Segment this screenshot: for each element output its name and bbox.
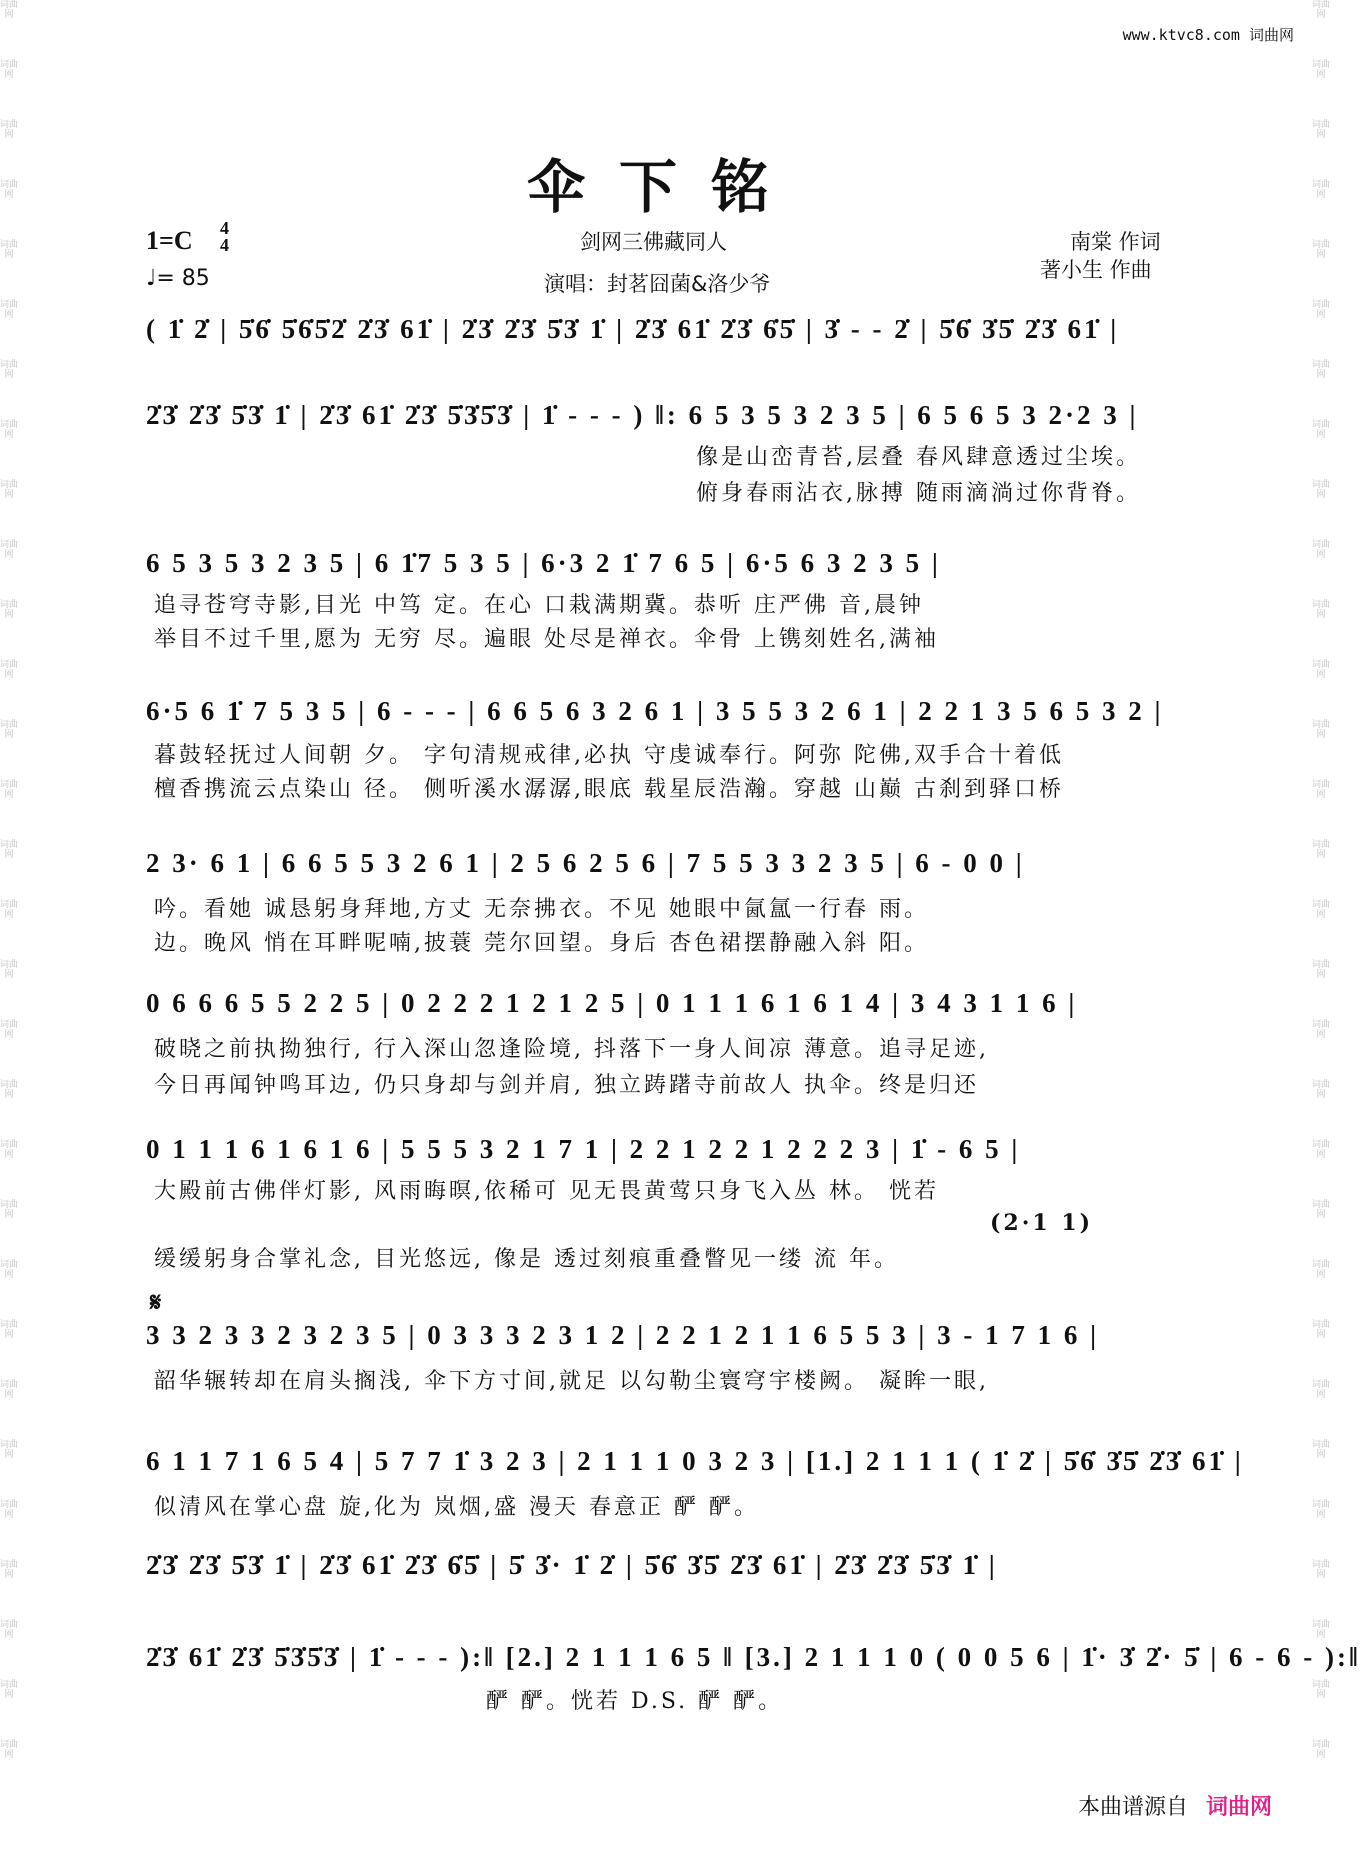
watermark-glyph: 词曲网: [0, 300, 19, 320]
watermark-glyph: 词曲网: [1312, 360, 1331, 380]
lyric-line-5-verse-2: 边。晚风 悄在耳畔呢喃,披蓑 莞尔回望。身后 杏色裙摆静融入斜 阳。: [154, 931, 929, 956]
watermark-glyph: 词曲网: [1312, 1620, 1331, 1640]
subtitle: 剑网三佛藏同人: [580, 230, 727, 254]
lyric-line-4-verse-2: 檀香携流云点染山 径。 侧听溪水潺潺,眼底 载星辰浩瀚。穿越 山巅 古刹到驿口桥: [154, 777, 1064, 802]
right-watermark-strip: [1312, 0, 1330, 1861]
lyric-line-4-verse-1: 暮鼓轻抚过人间朝 夕。 字句清规戒律,必执 守虔诚奉行。阿弥 陀佛,双手合十着低: [154, 743, 1064, 768]
watermark-glyph: 词曲网: [0, 1140, 19, 1160]
footer-source-text: 本曲谱源自: [1077, 1795, 1188, 1820]
watermark-glyph: 词曲网: [0, 60, 19, 80]
score-line-11: 2̇3̇ 61̇ 2̇3̇ 5̇3̇5̇3̇ | 1̇ - - - ):‖ [2.] 2 1 1 1 6 5 ‖ [3.] 2 1 1 1 0 ( 0 0 5 6 | 1̇· 3̇ 2̇· 5̇ | 6 - 6 - ):‖: [146, 1642, 1361, 1672]
watermark-glyph: 词曲网: [0, 360, 19, 380]
watermark-glyph: 词曲网: [1312, 1140, 1331, 1160]
watermark-glyph: 词曲网: [0, 900, 19, 920]
watermark-glyph: 词曲网: [1312, 240, 1331, 260]
score-line-1: ( 1̇ 2̇ | 5̇6̇ 5̇6̇5̇2̇ 2̇3̇ 61̇ | 2̇3̇ 2̇3̇ 5̇3̇ 1̇ | 2̇3̇ 61̇ 2̇3̇ 6̇5̇ | 3̇ - - 2̇ | 5̇6̇ 3̇5̇ 2̇3̇ 61̇ |: [146, 314, 1120, 344]
score-line-10: 2̇3̇ 2̇3̇ 5̇3̇ 1̇ | 2̇3̇ 61̇ 2̇3̇ 6̇5̇ | 5̇ 3̇· 1̇ 2̇ | 5̇6̇ 3̇5̇ 2̇3̇ 61̇ | 2̇3̇ 2̇3̇ 5̇3̇ 1̇ |: [146, 1550, 998, 1580]
watermark-glyph: 词曲网: [0, 540, 19, 560]
lyric-line-2-verse-1: 像是山峦青苔,层叠 春风肆意透过尘埃。: [696, 445, 1141, 470]
watermark-glyph: 词曲网: [1312, 540, 1331, 560]
watermark-glyph: 词曲网: [0, 1740, 19, 1760]
watermark-glyph: 词曲网: [0, 1560, 19, 1580]
lyric-line-6-verse-1: 破晓之前执拗独行, 行入深山忽逢险境, 抖落下一身人间凉 薄意。追寻足迹,: [154, 1037, 989, 1062]
lyric-line-9-verse-1: 似清风在掌心盘 旋,化为 岚烟,盛 漫天 春意正 酽 酽。: [154, 1495, 759, 1520]
lyric-line-2-verse-2: 俯身春雨沾衣,脉搏 随雨滴淌过你背脊。: [696, 481, 1141, 506]
watermark-glyph: 词曲网: [1312, 420, 1331, 440]
watermark-glyph: 词曲网: [1312, 120, 1331, 140]
footer-brand-link[interactable]: 词曲网: [1205, 1795, 1272, 1820]
song-title: 伞下铭: [526, 153, 803, 221]
watermark-glyph: 词曲网: [1312, 1560, 1331, 1580]
score-line-7: 0 1 1 1 6 1 6 1 6 | 5 5 5 3 2 1 7 1 | 2 2 1 2 2 1 2 2 2 3 | 1̇ - 6 5 |: [146, 1134, 1021, 1164]
lyric-line-5-verse-1: 吟。看她 诚恳躬身拜地,方丈 无奈拂衣。不见 她眼中氤氲一行春 雨。: [154, 897, 929, 922]
watermark-glyph: 词曲网: [1312, 480, 1331, 500]
score-line-2: 2̇3̇ 2̇3̇ 5̇3̇ 1̇ | 2̇3̇ 61̇ 2̇3̇ 5̇3̇5̇3̇ | 1̇ - - - ) ‖: 6 5 3 5 3 2 3 5 | 6 5 6 5 3 2·2 3 |: [146, 400, 1139, 430]
lyric-line-11-endings: 酽 酽。恍若 D.S. 酽 酽。: [486, 1689, 784, 1714]
time-signature: [220, 220, 229, 254]
lyric-line-6-verse-2: 今日再闻钟鸣耳边, 仍只身却与剑并肩, 独立踌躇寺前故人 执伞。终是归还: [154, 1073, 979, 1098]
watermark-glyph: 词曲网: [0, 1260, 19, 1280]
score-line-4: 6·5 6 1̇ 7 5 3 5 | 6 - - - | 6 6 5 6 3 2 6 1 | 3 5 5 3 2 6 1 | 2 2 1 3 5 6 5 3 2 |: [146, 696, 1164, 726]
score-line-8: 3 3 2 3 3 2 3 2 3 5 | 0 3 3 3 2 3 1 2 | 2 2 1 2 1 1 6 5 5 3 | 3 - 1 7 1 6 |: [146, 1320, 1100, 1350]
lyric-line-3-verse-2: 举目不过千里,愿为 无穷 尽。遍眼 处尽是禅衣。伞骨 上镌刻姓名,满袖: [154, 627, 939, 652]
watermark-glyph: 词曲网: [0, 600, 19, 620]
watermark-glyph: 词曲网: [0, 1200, 19, 1220]
watermark-glyph: 词曲网: [0, 720, 19, 740]
composer-credit: 著小生 作曲: [1040, 258, 1152, 282]
lyric-line-7-verse-1: 大殿前古佛伴灯影, 风雨晦暝,依稀可 见无畏黄莺只身飞入丛 林。 恍若: [154, 1179, 939, 1204]
watermark-glyph: 词曲网: [0, 480, 19, 500]
watermark-glyph: 词曲网: [0, 180, 19, 200]
watermark-glyph: 词曲网: [1312, 180, 1331, 200]
left-watermark-strip: [0, 0, 18, 1861]
watermark-glyph: 词曲网: [0, 1680, 19, 1700]
score-line-3: 6 5 3 5 3 2 3 5 | 6 1̇7 5 3 5 | 6·3 2 1̇ 7 6 5 | 6·5 6 3 2 3 5 |: [146, 548, 941, 578]
watermark-glyph: 词曲网: [1312, 1320, 1331, 1340]
watermark-glyph: 词曲网: [0, 1320, 19, 1340]
watermark-glyph: 词曲网: [1312, 1080, 1331, 1100]
lyricist-credit: 南棠 作词: [1070, 230, 1161, 254]
score-line-9: 6 1 1 7 1 6 5 4 | 5 7 7 1̇ 3 2 3 | 2 1 1 1 0 3 2 3 | [1.] 2 1 1 1 ( 1̇ 2̇ | 5̇6̇ 3̇5̇ 2̇3̇ 61̇ |: [146, 1446, 1244, 1476]
score-line-6: 0 6 6 6 5 5 2 2 5 | 0 2 2 2 1 2 1 2 5 | 0 1 1 1 6 1 6 1 4 | 3 4 3 1 1 6 |: [146, 988, 1078, 1018]
site-watermark: www.ktvc8.com 词曲网: [1122, 26, 1294, 44]
watermark-glyph: 词曲网: [0, 120, 19, 140]
watermark-glyph: 词曲网: [1312, 660, 1331, 680]
key-signature: 1=C: [146, 226, 193, 255]
watermark-glyph: 词曲网: [1312, 60, 1331, 80]
watermark-glyph: 词曲网: [1312, 720, 1331, 740]
watermark-glyph: 词曲网: [0, 1380, 19, 1400]
watermark-glyph: 词曲网: [0, 840, 19, 860]
watermark-glyph: 词曲网: [1312, 900, 1331, 920]
watermark-glyph: 词曲网: [0, 1020, 19, 1040]
segno-sign: 𝄋: [150, 1288, 162, 1318]
watermark-glyph: 词曲网: [1312, 1260, 1331, 1280]
watermark-glyph: 词曲网: [0, 1440, 19, 1460]
watermark-glyph: 词曲网: [1312, 0, 1331, 20]
lyric-line-7-verse-2: 缓缓躬身合掌礼念, 目光悠远, 像是 透过刻痕重叠瞥见一缕 流 年。: [154, 1247, 899, 1272]
watermark-glyph: 词曲网: [1312, 840, 1331, 860]
watermark-glyph: 词曲网: [0, 1080, 19, 1100]
watermark-glyph: 词曲网: [0, 240, 19, 260]
tempo-marking: ♩= 85: [146, 266, 210, 291]
watermark-glyph: 词曲网: [0, 660, 19, 680]
watermark-glyph: 词曲网: [0, 420, 19, 440]
watermark-glyph: 词曲网: [0, 1620, 19, 1640]
score-line-5: 2 3· 6 1 | 6 6 5 5 3 2 6 1 | 2 5 6 2 5 6 | 7 5 5 3 3 2 3 5 | 6 - 0 0 |: [146, 848, 1025, 878]
watermark-glyph: 词曲网: [0, 780, 19, 800]
watermark-glyph: 词曲网: [1312, 1740, 1331, 1760]
footer-credit: [1078, 1790, 1272, 1821]
watermark-glyph: 词曲网: [1312, 1020, 1331, 1040]
watermark-glyph: 词曲网: [0, 1500, 19, 1520]
watermark-glyph: 词曲网: [1312, 960, 1331, 980]
watermark-glyph: 词曲网: [1312, 1380, 1331, 1400]
time-signature-bottom: 4: [220, 235, 229, 255]
watermark-glyph: 词曲网: [1312, 1200, 1331, 1220]
watermark-glyph: 词曲网: [1312, 1500, 1331, 1520]
lyric-line-8-verse-1: 韶华辗转却在肩头搁浅, 伞下方寸间,就足 以勾勒尘寰穹宇楼阙。 凝眸一眼,: [154, 1369, 989, 1394]
lyric-line-3-verse-1: 追寻苍穹寺影,目光 中笃 定。在心 口栽满期冀。恭听 庄严佛 音,晨钟: [154, 593, 924, 618]
watermark-glyph: 词曲网: [0, 960, 19, 980]
watermark-glyph: 词曲网: [0, 0, 19, 20]
watermark-glyph: 词曲网: [1312, 1440, 1331, 1460]
watermark-glyph: 词曲网: [1312, 1680, 1331, 1700]
watermark-glyph: 词曲网: [1312, 600, 1331, 620]
singers-credit: 演唱：封茗囧菌&洛少爷: [544, 272, 771, 296]
watermark-glyph: 词曲网: [1312, 300, 1331, 320]
alternate-notes-annotation: (2·1 1): [990, 1210, 1094, 1236]
time-signature-top: 4: [220, 218, 229, 238]
watermark-glyph: 词曲网: [1312, 780, 1331, 800]
